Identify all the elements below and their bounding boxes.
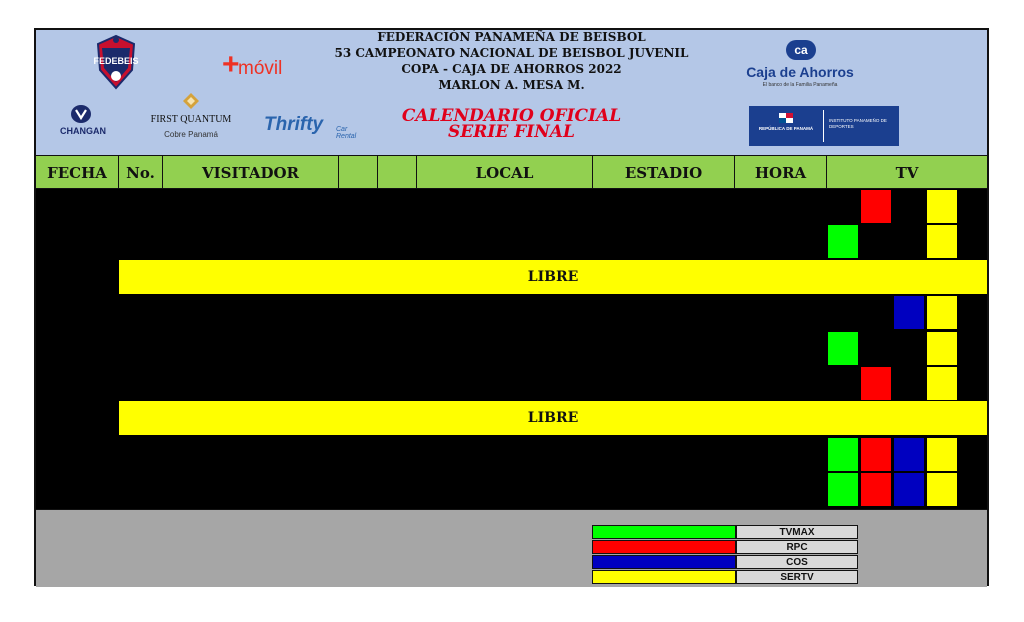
col-score-local <box>378 155 417 189</box>
calendar-sheet <box>34 28 989 586</box>
dedication-title: MARLON A. MESA M. <box>438 78 585 92</box>
divider <box>823 110 824 142</box>
federation-title: FEDERACIÓN PANAMEÑA DE BEISBOL <box>377 30 646 44</box>
schedule-body <box>36 189 987 509</box>
tv-cell-tvmax <box>827 224 859 259</box>
series-title: SERIE FINAL <box>448 122 575 142</box>
caja-tagline: El banco de la Familia Panameña <box>762 82 838 88</box>
tv-cell-sertv <box>926 437 958 472</box>
tv-cell-cos <box>893 295 925 330</box>
col-score-visitor <box>339 155 378 189</box>
game-row <box>36 189 987 224</box>
panama-flag-icon <box>779 113 793 123</box>
col-hora: HORA <box>735 155 827 189</box>
tv-cell-sertv <box>926 189 958 224</box>
thrifty-label: Thrifty <box>264 114 324 135</box>
calendar-title: CALENDARIO OFICIAL <box>401 106 622 126</box>
tv-cell-tvmax <box>827 437 859 472</box>
legend-swatch-tvmax <box>592 525 736 539</box>
legend-area <box>36 509 987 587</box>
cup-title: COPA - CAJA DE AHORROS 2022 <box>401 62 622 76</box>
game-row <box>36 472 987 507</box>
pandeportes-logo <box>749 106 899 146</box>
plus-icon: + <box>222 48 240 81</box>
libre-row: LIBRE <box>119 401 987 435</box>
tv-cell-tvmax <box>827 331 859 366</box>
col-fecha: FECHA <box>36 155 119 189</box>
tv-cell-cos <box>893 472 925 507</box>
header-banner <box>36 30 987 155</box>
gov-label: REPÚBLICA DE PANAMÁ <box>758 126 814 131</box>
col-local: LOCAL <box>417 155 593 189</box>
legend-label-rpc: RPC <box>736 540 858 554</box>
thrifty-sub-label: Car Rental <box>336 126 357 140</box>
tv-cell-sertv <box>926 295 958 330</box>
col-visitador: VISITADOR <box>163 155 339 189</box>
changan-label: CHANGAN <box>60 126 106 136</box>
tv-cell-rpc <box>860 472 892 507</box>
tv-cell-cos <box>893 437 925 472</box>
game-row <box>36 437 987 472</box>
championship-title: 53 CAMPEONATO NACIONAL DE BEISBOL JUVENIL <box>334 46 689 60</box>
caja-de-ahorros-logo <box>740 40 860 94</box>
legend-swatch-rpc <box>592 540 736 554</box>
cobre-panama-label: Cobre Panamá <box>164 130 218 139</box>
col-estadio: ESTADIO <box>593 155 735 189</box>
tv-cell-tvmax <box>827 472 859 507</box>
legend-swatch-sertv <box>592 570 736 584</box>
libre-row: LIBRE <box>119 260 987 294</box>
legend-label-sertv: SERTV <box>736 570 858 584</box>
ca-badge-icon: ca <box>786 40 816 60</box>
legend-label-tvmax: TVMAX <box>736 525 858 539</box>
game-row <box>36 224 987 259</box>
tv-cell-sertv <box>926 472 958 507</box>
first-quantum-label: FIRST QUANTUM <box>150 114 232 125</box>
tv-cell-rpc <box>860 366 892 401</box>
game-row <box>36 331 987 366</box>
movil-label: móvil <box>238 58 283 79</box>
game-row <box>36 295 987 330</box>
legend-swatch-cos <box>592 555 736 569</box>
tv-cell-sertv <box>926 224 958 259</box>
caja-label: Caja de Ahorros <box>746 64 854 80</box>
tv-cell-rpc <box>860 189 892 224</box>
legend-label-cos: COS <box>736 555 858 569</box>
tv-cell-sertv <box>926 331 958 366</box>
column-header-row <box>36 155 987 189</box>
instituto-label: INSTITUTO PANAMEÑO DE DEPORTES <box>829 118 887 129</box>
game-row <box>36 366 987 401</box>
col-tv: TV <box>827 155 987 189</box>
fedebeis-label: FEDEBEIS <box>93 56 139 66</box>
col-no: No. <box>119 155 163 189</box>
tv-cell-sertv <box>926 366 958 401</box>
tv-cell-rpc <box>860 437 892 472</box>
